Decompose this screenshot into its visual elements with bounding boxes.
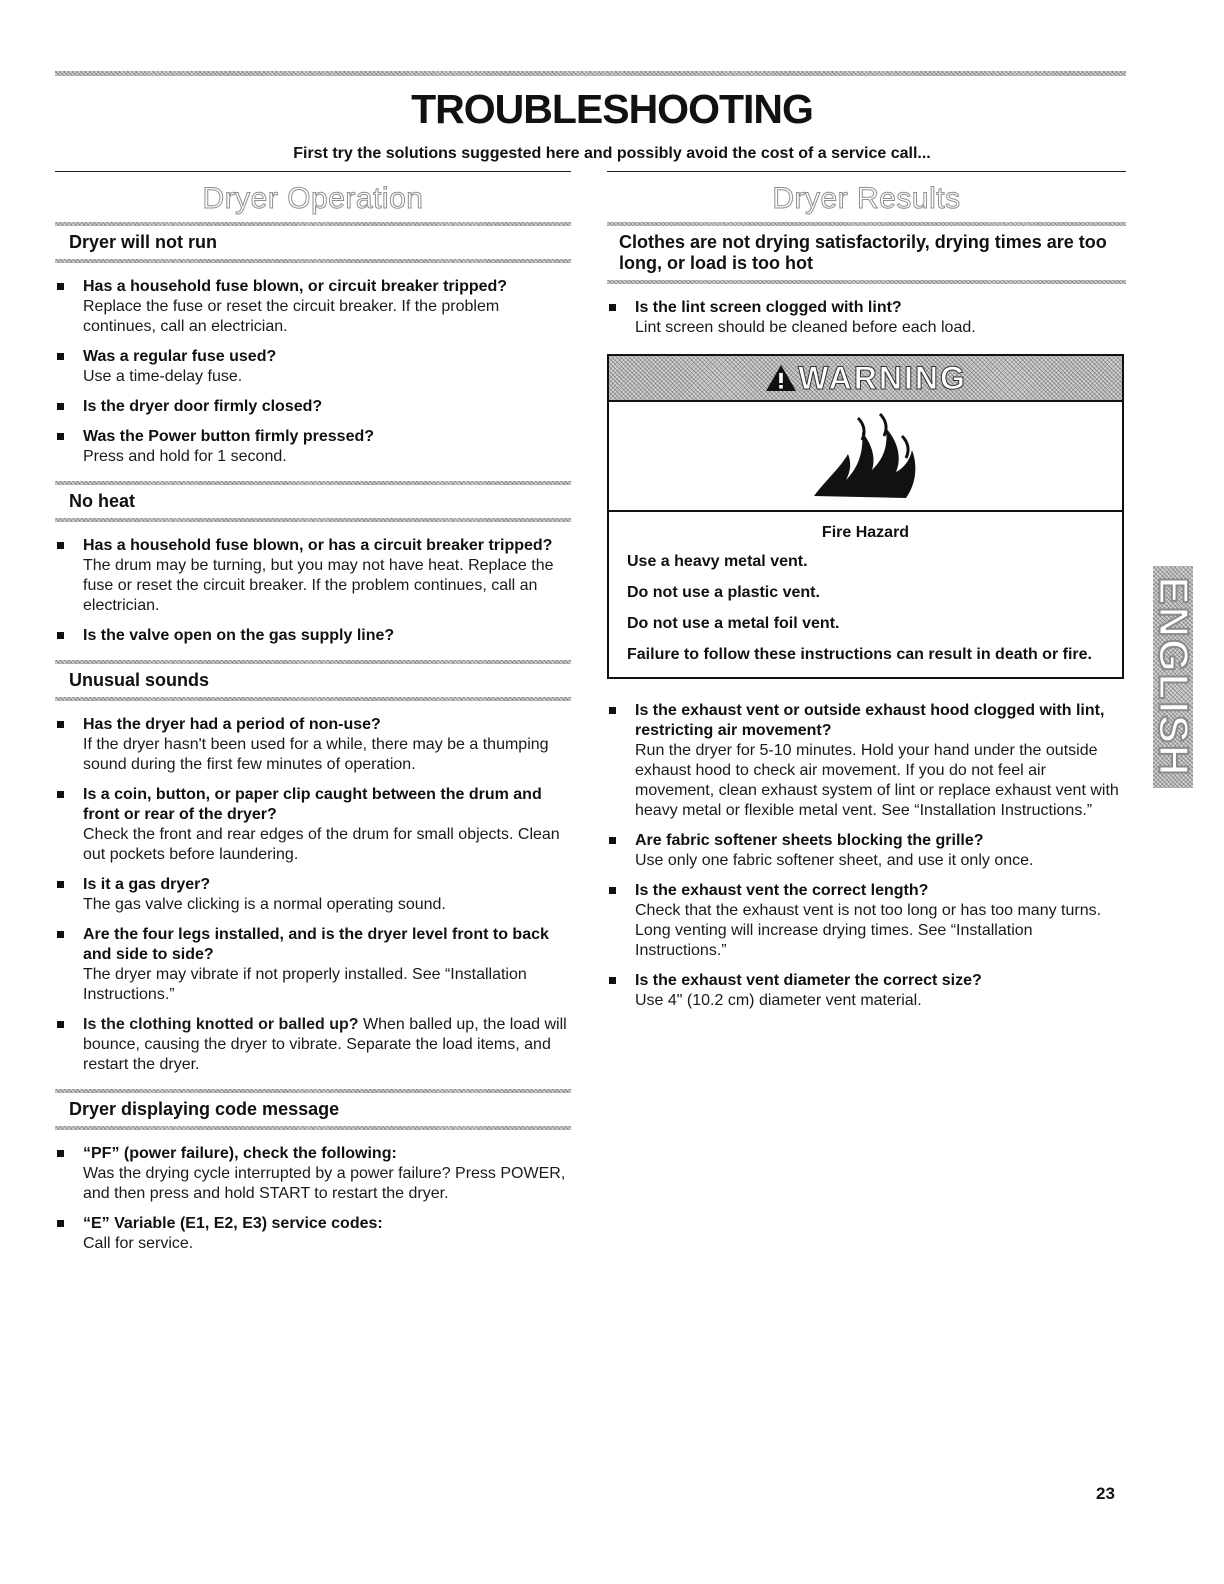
question: Has a household fuse blown, or circuit breaker tripped?	[83, 278, 508, 295]
section-divider	[55, 518, 571, 522]
question: Is it a gas dryer?	[83, 876, 211, 893]
list-item	[55, 715, 571, 775]
list-item	[607, 701, 1126, 821]
page-subtitle: First try the solutions suggested here and possibly avoid the cost of a service call...	[293, 145, 931, 162]
question: Is the clothing knotted or balled up?	[83, 1016, 359, 1033]
section-title: Dryer will not run	[69, 232, 218, 252]
answer: Use 4" (10.2 cm) diameter vent material.	[635, 992, 922, 1009]
warning-label: WARNING	[798, 359, 967, 396]
dryer-results-column	[607, 176, 1126, 1021]
warning-text	[609, 512, 1122, 677]
section-divider	[55, 1089, 571, 1093]
bullet-icon	[57, 353, 64, 360]
section-dryer-will-not-run	[55, 222, 571, 467]
question: Is the exhaust vent diameter the correct size?	[635, 972, 982, 989]
bullet-icon	[609, 977, 616, 984]
question: Has the dryer had a period of non-use?	[83, 716, 381, 733]
warning-line: Do not use a plastic vent.	[627, 584, 820, 601]
section-divider	[55, 259, 571, 263]
question: Has a household fuse blown, or has a circuit breaker tripped?	[83, 537, 553, 554]
section-divider	[607, 280, 1126, 284]
warning-line: Use a heavy metal vent.	[627, 553, 808, 570]
bullet-icon	[57, 403, 64, 410]
answer: Check that the exhaust vent is not too long or has too many turns. Long venting will increase drying times. See “Installation Instructions.”	[635, 902, 1102, 959]
question: Was the Power button firmly pressed?	[83, 428, 375, 445]
question: Is the lint screen clogged with lint?	[635, 299, 902, 316]
question: “E” Variable (E1, E2, E3) service codes:	[83, 1215, 383, 1232]
page-number: 23	[1096, 1484, 1115, 1503]
warning-line: Failure to follow these instructions can result in death or fire.	[627, 646, 1092, 663]
list-item	[55, 347, 571, 387]
bullet-icon	[609, 707, 616, 714]
answer: If the dryer hasn't been used for a while, there may be a thumping sound during the first few minutes of operation.	[83, 736, 549, 773]
bullet-icon	[57, 1220, 64, 1227]
list-item	[55, 397, 571, 417]
section-no-heat	[55, 481, 571, 646]
list-item	[55, 277, 571, 337]
answer: Call for service.	[83, 1235, 194, 1252]
answer: The gas valve clicking is a normal operating sound.	[83, 896, 446, 913]
list-item	[55, 1015, 571, 1075]
alert-triangle-icon	[764, 363, 798, 393]
question: Is a coin, button, or paper clip caught between the drum and front or rear of the dryer?	[83, 786, 542, 823]
bullet-icon	[57, 632, 64, 639]
section-divider	[55, 697, 571, 701]
hazard-title: Fire Hazard	[821, 524, 910, 541]
warning-box	[607, 354, 1124, 679]
question: Are fabric softener sheets blocking the grille?	[635, 832, 984, 849]
list-item	[607, 298, 1126, 338]
answer: Use only one fabric softener sheet, and use it only once.	[635, 852, 1034, 869]
list-item	[55, 925, 571, 1005]
left-header-line	[55, 171, 571, 172]
answer: Run the dryer for 5-10 minutes. Hold your hand under the outside exhaust hood to check air movement. If you do not feel air movement, clean exhaust system of lint or replace exhaust vent with heavy metal or flexible metal vent. See “Installation Instructions.”	[635, 742, 1119, 819]
section-divider	[55, 660, 571, 664]
bullet-icon	[57, 1021, 64, 1028]
question: Is the dryer door firmly closed?	[83, 398, 323, 415]
bullet-icon	[57, 791, 64, 798]
warning-line: Do not use a metal foil vent.	[627, 615, 840, 632]
section-title: No heat	[69, 491, 136, 511]
section-title: Unusual sounds	[69, 670, 210, 690]
question: Is the valve open on the gas supply line?	[83, 627, 395, 644]
section-unusual-sounds	[55, 660, 571, 1075]
answer: The drum may be turning, but you may not have heat. Replace the fuse or reset the circuit breaker. If the problem continues, call an electrician.	[83, 557, 554, 614]
bullet-icon	[57, 721, 64, 728]
list-item	[55, 536, 571, 616]
list-item	[55, 785, 571, 865]
list-item	[607, 881, 1126, 961]
bullet-icon	[57, 881, 64, 888]
answer: When balled up, the load will bounce, causing the dryer to vibrate. Separate the load items, and restart the dryer.	[83, 1016, 567, 1073]
question: Was a regular fuse used?	[83, 348, 277, 365]
dryer-operation-column	[55, 176, 571, 1268]
answer: Press and hold for 1 second.	[83, 448, 287, 465]
section-divider	[55, 481, 571, 485]
answer: Replace the fuse or reset the circuit breaker. If the problem continues, call an electrician.	[83, 298, 500, 335]
section-divider	[55, 1126, 571, 1130]
section-divider	[607, 222, 1126, 226]
fire-symbol-area	[609, 402, 1122, 512]
answer: Lint screen should be cleaned before each load.	[635, 319, 976, 336]
bullet-icon	[609, 304, 616, 311]
list-item	[607, 831, 1126, 871]
right-header-line	[607, 171, 1126, 172]
question: Are the four legs installed, and is the dryer level front to back and side to side?	[83, 926, 549, 963]
bullet-icon	[57, 542, 64, 549]
question: “PF” (power failure), check the following:	[83, 1145, 397, 1162]
language-label: ENGLISH	[1150, 576, 1197, 778]
page-title: TROUBLESHOOTING	[411, 86, 813, 132]
fire-icon	[806, 410, 926, 502]
warning-banner	[609, 356, 1122, 402]
list-item	[55, 875, 571, 915]
list-item	[55, 1214, 571, 1254]
bullet-icon	[609, 887, 616, 894]
column-heading: Dryer Results	[772, 182, 961, 215]
question: Is the exhaust vent or outside exhaust hood clogged with lint, restricting air movement?	[635, 702, 1105, 739]
bullet-icon	[57, 283, 64, 290]
bullet-icon	[57, 931, 64, 938]
list-item	[55, 1144, 571, 1204]
list-item	[607, 971, 1126, 1011]
column-heading: Dryer Operation	[202, 182, 424, 215]
answer: Use a time-delay fuse.	[83, 368, 243, 385]
question: Is the exhaust vent the correct length?	[635, 882, 929, 899]
section-title: Clothes are not drying satisfactorily, drying times are too long, or load is too hot	[619, 232, 1107, 273]
top-divider	[55, 71, 1126, 76]
list-item	[55, 626, 571, 646]
bullet-icon	[609, 837, 616, 844]
answer: The dryer may vibrate if not properly installed. See “Installation Instructions.”	[83, 966, 527, 1003]
section-divider	[55, 222, 571, 226]
bullet-icon	[57, 433, 64, 440]
bullet-icon	[57, 1150, 64, 1157]
section-title: Dryer displaying code message	[69, 1099, 340, 1119]
section-code-message	[55, 1089, 571, 1254]
list-item	[55, 427, 571, 467]
language-side-tab	[1150, 566, 1197, 788]
answer: Was the drying cycle interrupted by a power failure? Press POWER, and then press and hold START to restart the dryer.	[83, 1165, 566, 1202]
answer: Check the front and rear edges of the drum for small objects. Clean out pockets before laundering.	[83, 826, 560, 863]
